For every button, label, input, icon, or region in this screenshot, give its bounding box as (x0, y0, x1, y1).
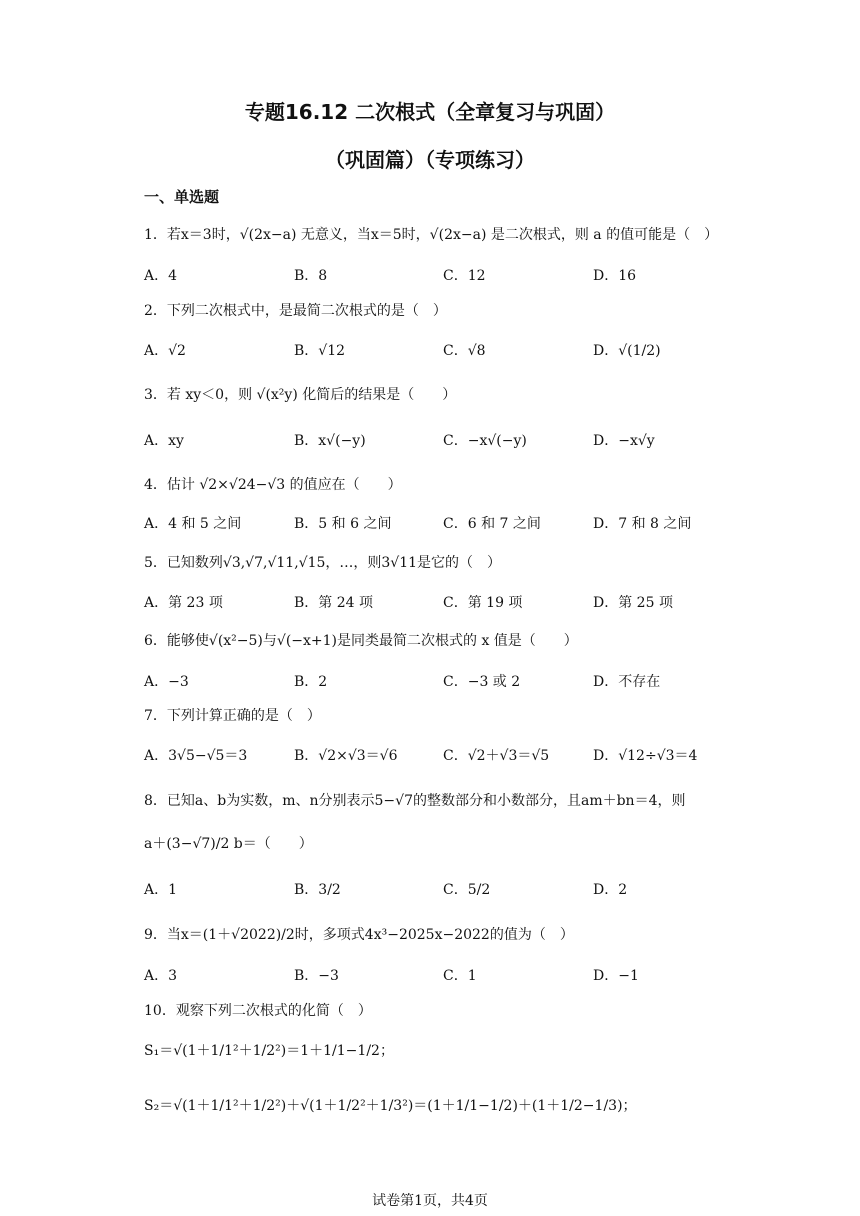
option-c[interactable]: C．1 (443, 968, 477, 984)
page-title: 专题16.12 二次根式（全章复习与巩固） (244, 100, 616, 124)
option-d[interactable]: D．−x√y (593, 433, 655, 449)
option-a[interactable]: A．1 (144, 882, 178, 898)
page-footer: 试卷第1页，共4页 (372, 1193, 488, 1209)
question-2-stem: 2．下列二次根式中，是最简二次根式的是（ ） (144, 303, 447, 319)
question-2-options (144, 340, 764, 370)
question-6-options (144, 671, 764, 701)
page-subtitle: （巩固篇）（专项练习） (325, 148, 535, 172)
question-1-stem: 1．若x＝3时，√(2x−a) 无意义，当x＝5时，√(2x−a) 是二次根式，则 a 的值可能是（ ） (144, 227, 719, 243)
question-7-options (144, 745, 764, 775)
option-a[interactable]: A．4 和 5 之间 (144, 516, 242, 532)
option-b[interactable]: B．8 (294, 268, 328, 284)
question-5-options (144, 592, 764, 622)
question-8-stem: 8．已知a、b为实数，m、n分别表示5−√7的整数部分和小数部分，且am＋bn＝4，则 (144, 793, 686, 809)
question-10-s2: S₂＝√(1＋1/1²＋1/2²)＋√(1＋1/2²＋1/3²)＝(1＋1/1−1/2)＋(1＋1/2−1/3)； (144, 1098, 637, 1114)
option-d[interactable]: D．√(1/2) (593, 343, 661, 359)
question-3-options (144, 430, 764, 460)
question-6-stem: 6．能够使√(x²−5)与√(−x+1)是同类最简二次根式的 x 值是（ ） (144, 633, 578, 649)
option-d[interactable]: D．不存在 (593, 674, 661, 690)
question-8-options (144, 879, 764, 909)
option-c[interactable]: C．5/2 (443, 882, 491, 898)
option-b[interactable]: B．2 (294, 674, 328, 690)
option-c[interactable]: C．−x√(−y) (443, 433, 527, 449)
option-d[interactable]: D．−1 (593, 968, 639, 984)
option-b[interactable]: B．x√(−y) (294, 433, 366, 449)
option-c[interactable]: C．12 (443, 268, 486, 284)
question-10-s1: S₁＝√(1＋1/1²＋1/2²)＝1＋1/1−1/2； (144, 1043, 394, 1059)
option-a[interactable]: A．√2 (144, 343, 186, 359)
option-b[interactable]: B．3/2 (294, 882, 341, 898)
question-1-options (144, 265, 764, 295)
option-c[interactable]: C．√2＋√3＝√5 (443, 748, 550, 764)
section-heading: 一、单选题 (144, 188, 220, 206)
question-3-stem: 3．若 xy＜0，则 √(x²y) 化简后的结果是（ ） (144, 387, 457, 403)
option-b[interactable]: B．−3 (294, 968, 339, 984)
option-a[interactable]: A．3√5−√5＝3 (144, 748, 248, 764)
option-a[interactable]: A．3 (144, 968, 178, 984)
option-d[interactable]: D．第 25 项 (593, 595, 673, 611)
option-c[interactable]: C．6 和 7 之间 (443, 516, 541, 532)
option-b[interactable]: B．√2×√3＝√6 (294, 748, 398, 764)
option-a[interactable]: A．第 23 项 (144, 595, 223, 611)
question-4-stem: 4．估计 √2×√24−√3 的值应在（ ） (144, 477, 402, 493)
option-d[interactable]: D．√12÷√3＝4 (593, 748, 698, 764)
option-c[interactable]: C．第 19 项 (443, 595, 523, 611)
question-4-options (144, 513, 764, 543)
option-d[interactable]: D．16 (593, 268, 637, 284)
question-5-stem: 5．已知数列√3,√7,√11,√15，…，则3√11是它的（ ） (144, 555, 502, 571)
question-9-stem: 9．当x＝(1＋√2022)/2时，多项式4x³−2025x−2022的值为（ ） (144, 927, 574, 943)
option-b[interactable]: B．√12 (294, 343, 346, 359)
question-9-options (144, 965, 764, 995)
option-c[interactable]: C．√8 (443, 343, 486, 359)
option-b[interactable]: B．5 和 6 之间 (294, 516, 392, 532)
question-8-stem-continued: a＋(3−√7)/2 b＝（ ） (144, 836, 313, 852)
option-b[interactable]: B．第 24 项 (294, 595, 374, 611)
option-d[interactable]: D．2 (593, 882, 628, 898)
option-d[interactable]: D．7 和 8 之间 (593, 516, 692, 532)
option-a[interactable]: A．−3 (144, 674, 189, 690)
option-c[interactable]: C．−3 或 2 (443, 674, 521, 690)
question-7-stem: 7．下列计算正确的是（ ） (144, 708, 321, 724)
question-10-stem: 10．观察下列二次根式的化简（ ） (144, 1003, 372, 1019)
option-a[interactable]: A．4 (144, 268, 178, 284)
option-a[interactable]: A．xy (144, 433, 184, 449)
